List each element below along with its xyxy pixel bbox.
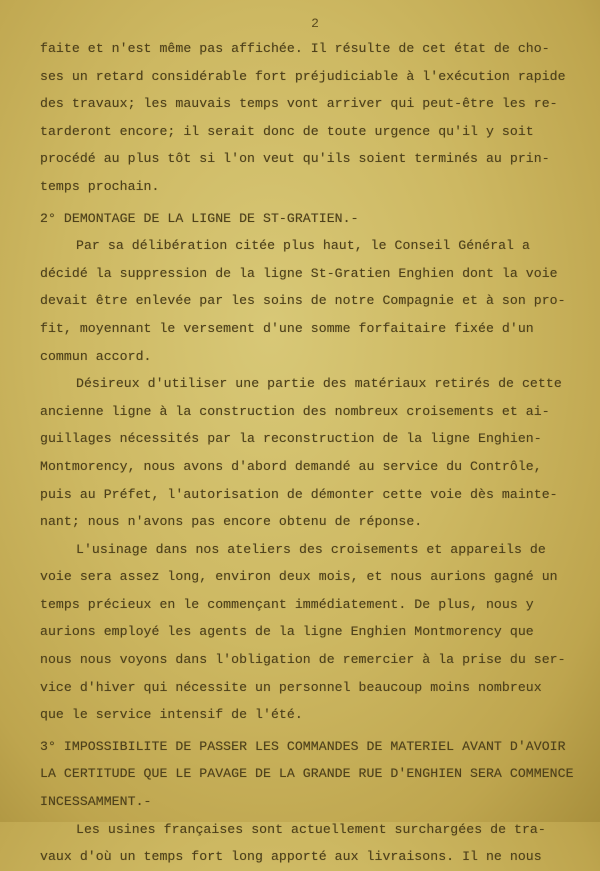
text-line: décidé la suppression de la ligne St-Gratien Enghien dont la voie	[40, 265, 558, 281]
text-line: ancienne ligne à la construction des nombreux croisements et ai-	[40, 403, 550, 419]
text-line: procédé au plus tôt si l'on veut qu'ils soient terminés au prin-	[40, 151, 550, 167]
document-body	[40, 35, 580, 871]
text-line: vaux d'où un temps fort long apporté aux livraisons. Il ne nous	[40, 849, 542, 865]
text-line: Désireux d'utiliser une partie des matériaux retirés de cette	[76, 376, 562, 392]
text-line: ses un retard considérable fort préjudiciable à l'exécution rapide	[40, 68, 566, 84]
text-line: LA CERTITUDE QUE LE PAVAGE DE LA GRANDE RUE D'ENGHIEN SERA COMMENCE	[40, 766, 574, 782]
text-line: fit, moyennant le versement d'une somme forfaitaire fixée d'un	[40, 320, 534, 336]
text-line: INCESSAMMENT.-	[40, 794, 152, 810]
page-number: 2	[311, 16, 319, 31]
text-line: nant; nous n'avons pas encore obtenu de réponse.	[40, 514, 423, 530]
text-line: temps précieux en le commençant immédiatement. De plus, nous y	[40, 596, 534, 612]
text-line: voie sera assez long, environ deux mois, et nous aurions gagné un	[40, 569, 558, 585]
text-line: commun accord.	[40, 348, 152, 364]
text-line: Montmorency, nous avons d'abord demandé au service du Contrôle,	[40, 458, 542, 474]
text-line: L'usinage dans nos ateliers des croisements et appareils de	[76, 541, 546, 557]
text-line: vice d'hiver qui nécessite un personnel beaucoup moins nombreux	[40, 679, 542, 695]
text-line: tarderont encore; il serait donc de toute urgence qu'il y soit	[40, 123, 534, 139]
text-line: guillages nécessités par la reconstruction de la ligne Enghien-	[40, 431, 542, 447]
text-line: des travaux; les mauvais temps vont arriver qui peut-être les re-	[40, 96, 558, 112]
text-line: aurions employé les agents de la ligne Enghien Montmorency que	[40, 624, 534, 640]
text-line: temps prochain.	[40, 178, 160, 194]
text-line: Les usines françaises sont actuellement surchargées de tra-	[76, 821, 546, 837]
text-line: puis au Préfet, l'autorisation de démonter cette voie dès mainte-	[40, 486, 558, 502]
text-line: Par sa délibération citée plus haut, le Conseil Général a	[76, 238, 530, 254]
text-line: nous nous voyons dans l'obligation de remercier à la prise du ser-	[40, 652, 566, 668]
text-line: faite et n'est même pas affichée. Il résulte de cet état de cho-	[40, 41, 550, 56]
text-line: que le service intensif de l'été.	[40, 707, 303, 723]
section-heading-line: 3° IMPOSSIBILITE DE PASSER LES COMMANDES DE MATERIEL AVANT D'AVOIR	[40, 738, 566, 754]
text-line: devait être enlevée par les soins de notre Compagnie et à son pro-	[40, 293, 566, 309]
section-heading-line: 2° DEMONTAGE DE LA LIGNE DE ST-GRATIEN.-	[40, 210, 359, 226]
